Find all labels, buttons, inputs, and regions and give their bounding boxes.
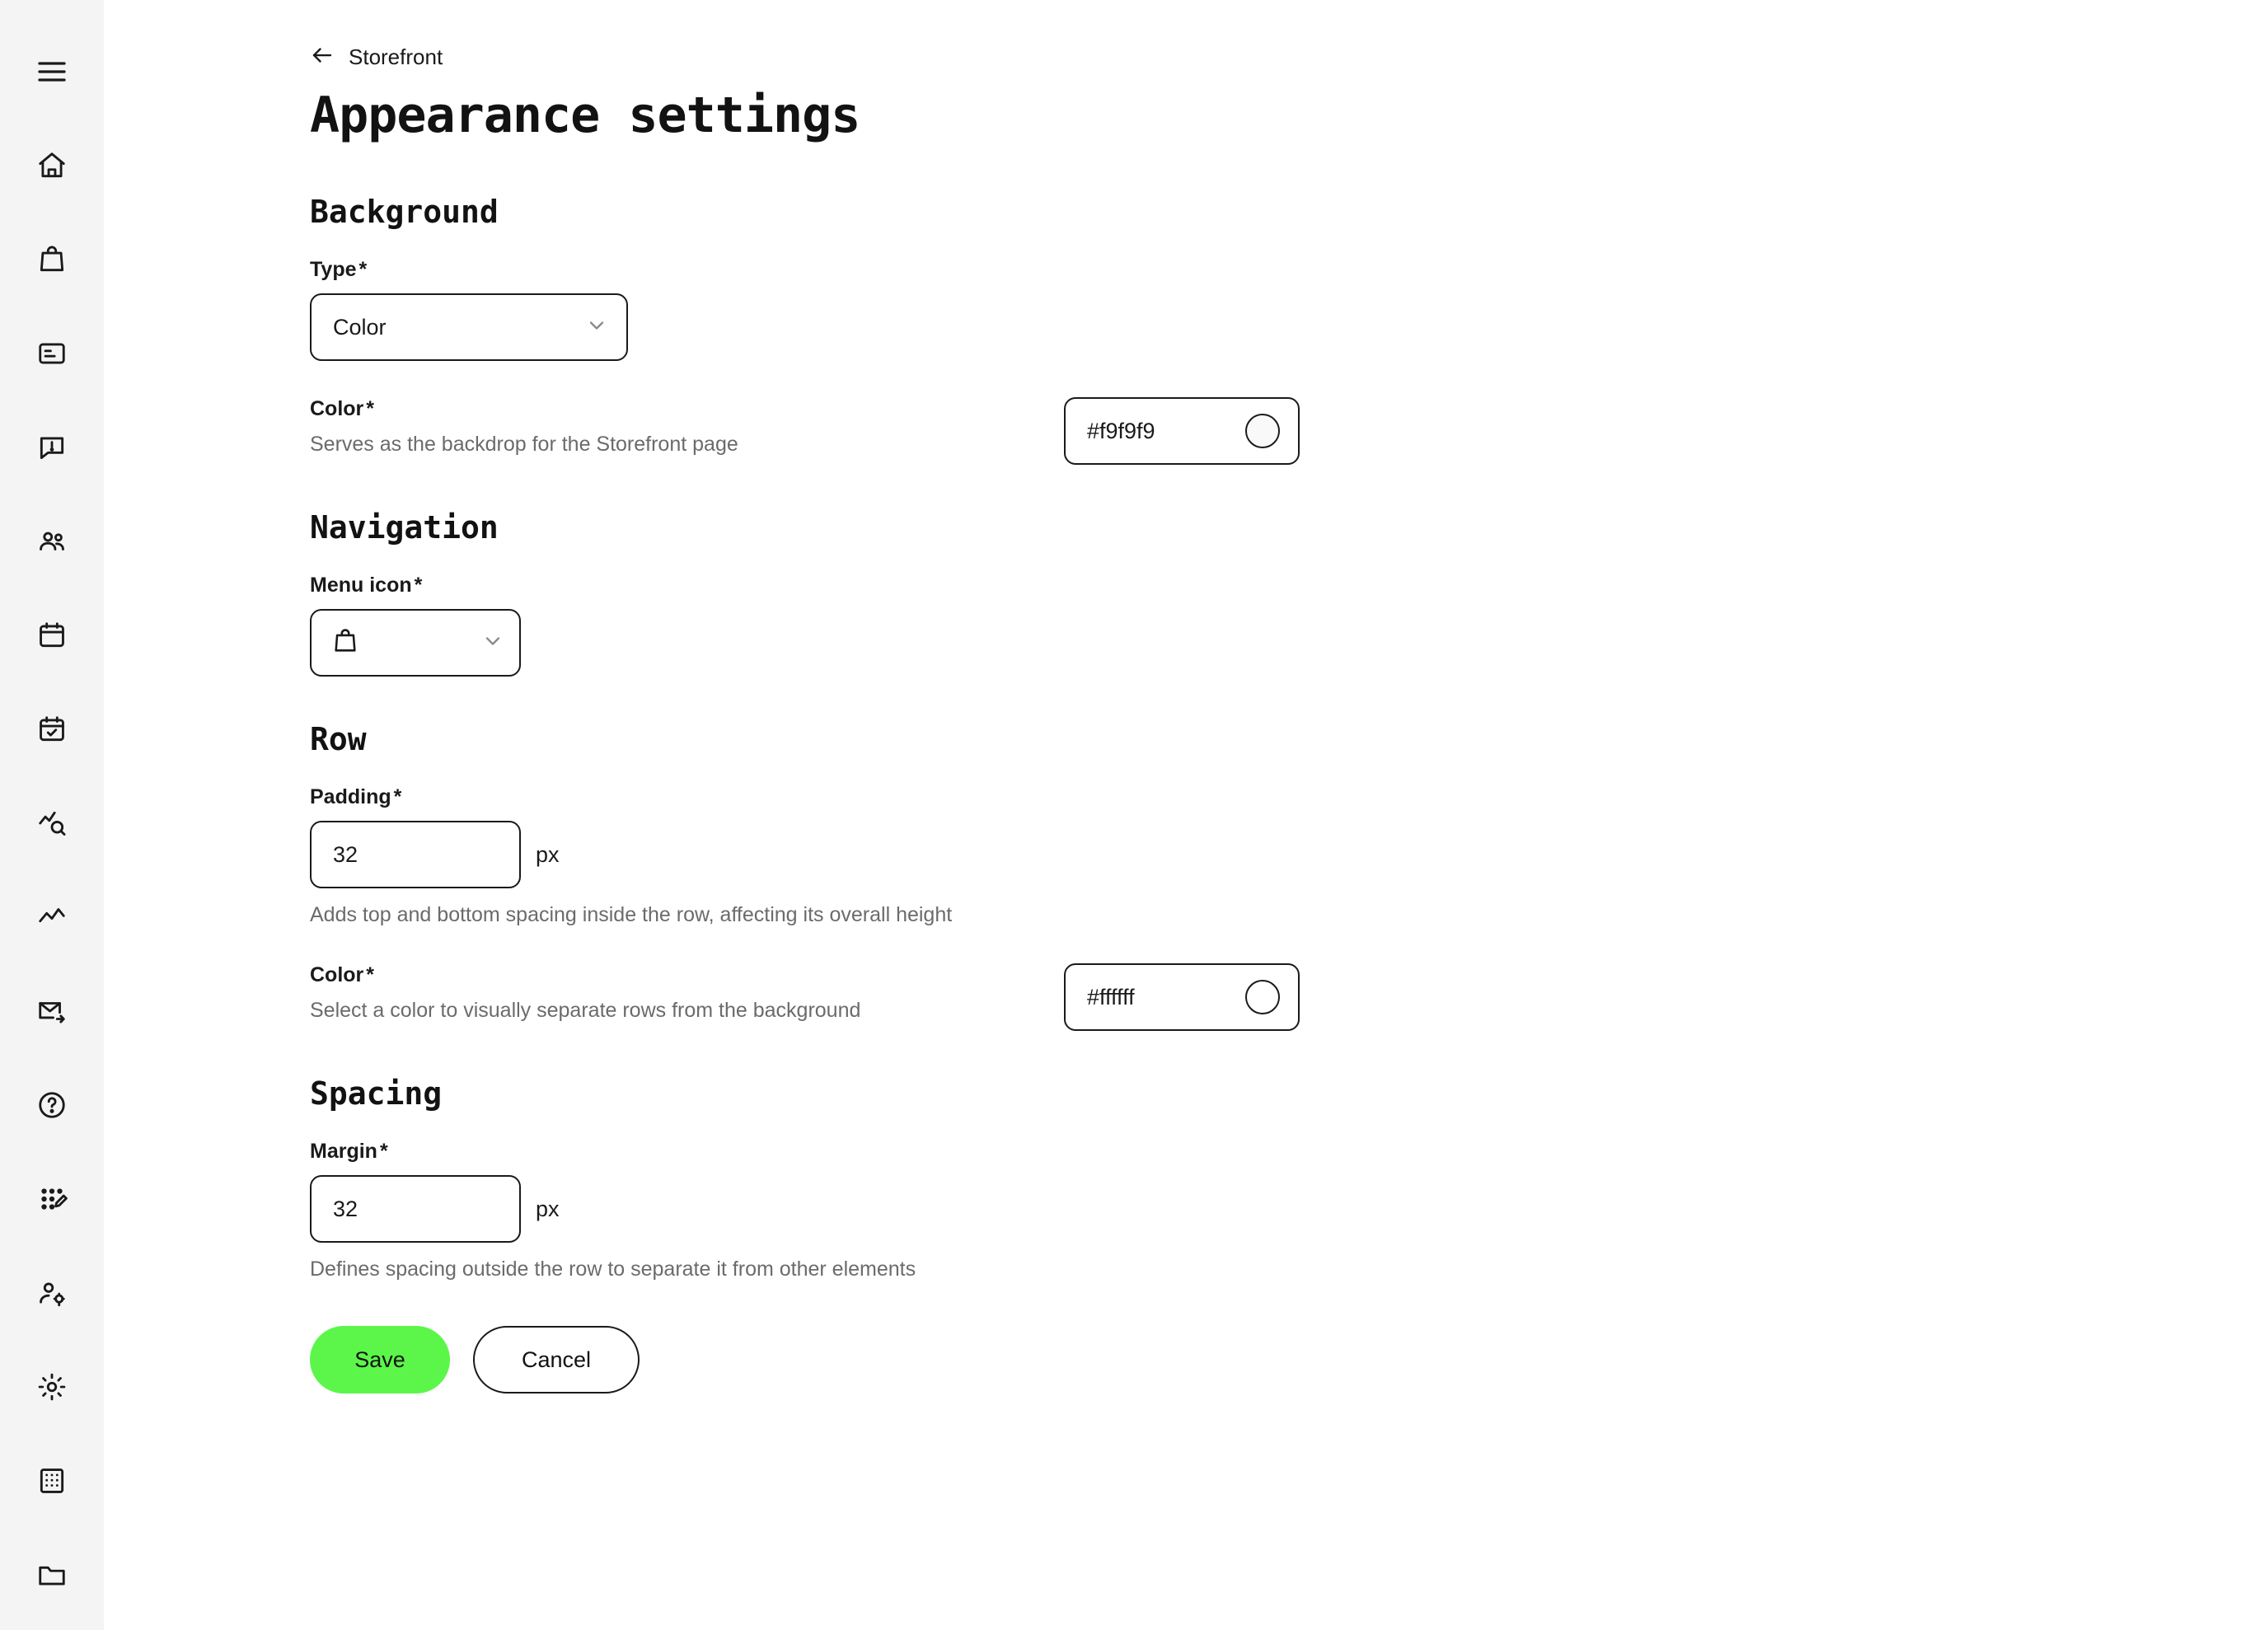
section-navigation — [310, 509, 2268, 677]
sidebar-item-insights[interactable] — [0, 776, 104, 870]
sidebar-item-messages[interactable] — [0, 400, 104, 494]
background-heading: Background — [310, 194, 499, 230]
home-icon — [36, 150, 68, 181]
help-circle-icon — [36, 1089, 68, 1121]
spacing-heading: Spacing — [310, 1075, 443, 1112]
sidebar-item-bookings[interactable] — [0, 682, 104, 776]
row-color-label: Color * — [310, 963, 375, 986]
section-spacing — [310, 1075, 2268, 1281]
section-background — [310, 194, 2268, 465]
sidebar-item-settings[interactable] — [0, 1340, 104, 1434]
mail-forward-icon — [36, 995, 68, 1027]
section-row — [310, 721, 2268, 1031]
menu-icon — [35, 55, 68, 88]
background-type-label: Type * — [310, 258, 368, 281]
cancel-button[interactable]: Cancel — [473, 1326, 640, 1393]
sidebar-item-help[interactable] — [0, 1058, 104, 1152]
apps-edit-icon — [36, 1183, 68, 1215]
menu-icon-label: Menu icon * — [310, 574, 423, 597]
background-color-swatch[interactable] — [1245, 414, 1280, 448]
message-alert-icon — [36, 432, 68, 463]
background-color-input[interactable] — [1064, 397, 1300, 465]
spacing-margin-help: Defines spacing outside the row to separate it from other elements — [310, 1258, 916, 1281]
calendar-icon — [36, 620, 68, 651]
background-color-row — [310, 397, 2268, 465]
row-heading: Row — [310, 721, 367, 757]
user-settings-icon — [36, 1277, 68, 1309]
row-color-help: Select a color to visually separate rows from the background — [310, 999, 861, 1022]
background-color-help: Serves as the backdrop for the Storefront page — [310, 433, 738, 456]
sidebar-item-storefront[interactable] — [0, 213, 104, 307]
sidebar-item-apps[interactable] — [0, 1152, 104, 1246]
users-icon — [36, 526, 68, 557]
sidebar-item-files[interactable] — [0, 1528, 104, 1622]
sidebar-item-invoices[interactable] — [0, 307, 104, 400]
breadcrumb[interactable] — [310, 43, 443, 72]
sidebar — [0, 0, 104, 1630]
row-padding-help: Adds top and bottom spacing inside the row, affecting its overall height — [310, 903, 953, 926]
sidebar-item-menu[interactable] — [0, 25, 104, 119]
breadcrumb-label: Storefront — [349, 44, 443, 69]
spacing-margin-input[interactable]: 32 — [310, 1175, 521, 1243]
save-button[interactable]: Save — [310, 1326, 450, 1393]
spacing-margin-row — [310, 1175, 2268, 1243]
form-actions — [310, 1326, 2268, 1443]
spacing-margin-unit: px — [536, 1196, 560, 1221]
building-icon — [36, 1465, 68, 1497]
main-panel — [104, 0, 2268, 1630]
sidebar-item-email[interactable] — [0, 964, 104, 1058]
chevron-down-icon — [585, 314, 608, 341]
sidebar-item-home[interactable] — [0, 119, 104, 213]
row-padding-row — [310, 821, 2268, 888]
gear-icon — [36, 1371, 68, 1403]
row-padding-input[interactable]: 32 — [310, 821, 521, 888]
sidebar-item-company[interactable] — [0, 1434, 104, 1528]
calendar-check-icon — [36, 714, 68, 745]
row-padding-unit: px — [536, 841, 560, 867]
navigation-heading: Navigation — [310, 509, 499, 546]
folder-icon — [36, 1559, 68, 1590]
row-color-swatch[interactable] — [1245, 980, 1280, 1014]
row-color-value: #ffffff — [1087, 984, 1135, 1009]
settings-form — [104, 0, 2268, 1443]
row-padding-label: Padding * — [310, 785, 402, 808]
shopping-bag-icon — [331, 627, 359, 659]
row-color-input[interactable] — [1064, 963, 1300, 1031]
shopping-bag-icon — [36, 244, 68, 275]
background-color-value: #f9f9f9 — [1087, 418, 1155, 443]
arrow-left-icon — [310, 43, 335, 72]
page-title: Appearance settings — [310, 87, 860, 144]
sidebar-item-contacts[interactable] — [0, 494, 104, 588]
analytics-search-icon — [36, 808, 68, 839]
background-color-label: Color * — [310, 397, 375, 420]
sidebar-item-reports[interactable] — [0, 870, 104, 964]
invoice-icon — [36, 338, 68, 369]
sidebar-item-account[interactable] — [0, 1246, 104, 1340]
row-color-row — [310, 963, 2268, 1031]
background-type-select[interactable] — [310, 293, 628, 361]
chevron-down-icon — [481, 630, 504, 657]
background-type-value: Color — [333, 314, 387, 340]
sidebar-item-calendar[interactable] — [0, 588, 104, 682]
spacing-margin-label: Margin * — [310, 1140, 388, 1163]
menu-icon-select[interactable] — [310, 609, 521, 677]
trend-line-icon — [36, 902, 68, 933]
